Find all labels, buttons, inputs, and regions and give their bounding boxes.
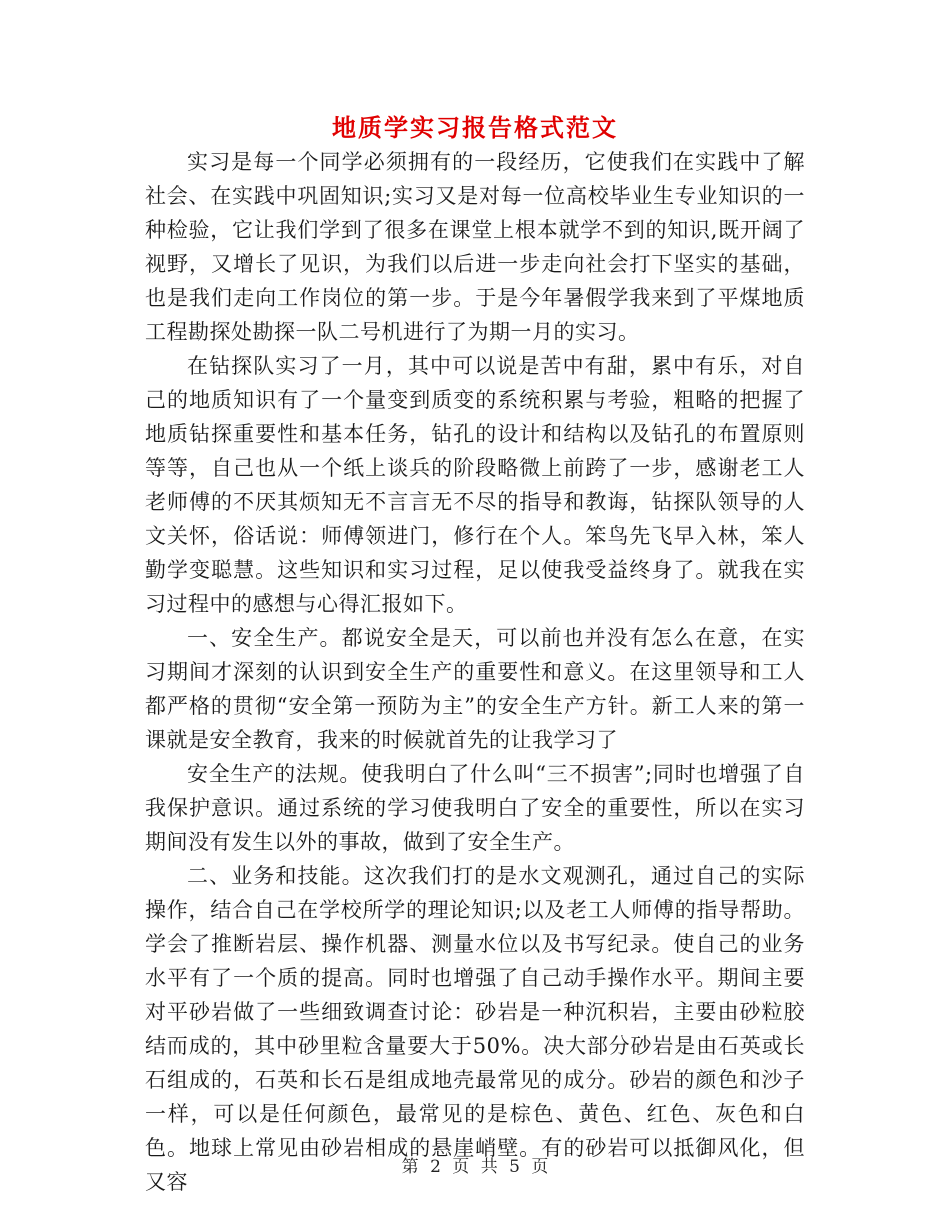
paragraph: 安全生产的法规。使我明白了什么叫“三不损害”;同时也增强了自我保护意识。通过系统的学习使我明白了安全的重要性，所以在实习期间没有发生以外的事故，做到了安全生产。 [145, 762, 805, 854]
document-title: 地质学实习报告格式范文 [332, 113, 618, 142]
paragraph: 二、业务和技能。这次我们打的是水文观测孔，通过自己的实际操作，结合自己在学校所学的理论知识;以及老工人师傅的指导帮助。学会了推断岩层、操作机器、测量水位以及书写纪录。使自己的业务水平有了一个质的提高。同时也增强了自己动手操作水平。期间主要对平砂岩做了一些细致调查讨论：砂岩是一种沉积岩，主要由砂粒胶结而成的，其中砂里粒含量要大于50%。决大部分砂岩是由石英或长石组成的，石英和长石是组成地壳最常见的成分。砂岩的颜色和沙子一样，可以是任何颜色，最常见的是棕色、黄色、红色、灰色和白色。地球上常见由砂岩相成的悬崖峭壁。有的砂岩可以抵御风化，但又容 [145, 864, 805, 1194]
document-body [145, 145, 805, 1199]
paragraph: 实习是每一个同学必须拥有的一段经历，它使我们在实践中了解社会、在实践中巩固知识;实习又是对每一位高校毕业生专业知识的一种检验，它让我们学到了很多在课堂上根本就学不到的知识,既开阔了视野，又增长了见识，为我们以后进一步走向社会打下坚实的基础，也是我们走向工作岗位的第一步。于是今年暑假学我来到了平煤地质工程勘探处勘探一队二号机进行了为期一月的实习。 [145, 150, 805, 344]
paragraph: 在钻探队实习了一月，其中可以说是苦中有甜，累中有乐，对自己的地质知识有了一个量变到质变的系统积累与考验，粗略的把握了地质钻探重要性和基本任务，钻孔的设计和结构以及钻孔的布置原则等等，自己也从一个纸上谈兵的阶段略微上前跨了一步，感谢老工人老师傅的不厌其烦知无不言言无不尽的指导和教诲，钻探队领导的人文关怀，俗话说：师傅领进门，修行在个人。笨鸟先飞早入林，笨人勤学变聪慧。这些知识和实习过程，足以使我受益终身了。就我在实习过程中的感想与心得汇报如下。 [145, 354, 805, 616]
paragraph: 一、安全生产。都说安全是天，可以前也并没有怎么在意，在实习期间才深刻的认识到安全生产的重要性和意义。在这里领导和工人都严格的贯彻“安全第一预防为主”的安全生产方针。新工人来的第一课就是安全教育，我来的时候就首先的让我学习了 [145, 626, 805, 752]
page-number-footer: 第 2 页 共 5 页 [401, 1157, 549, 1177]
